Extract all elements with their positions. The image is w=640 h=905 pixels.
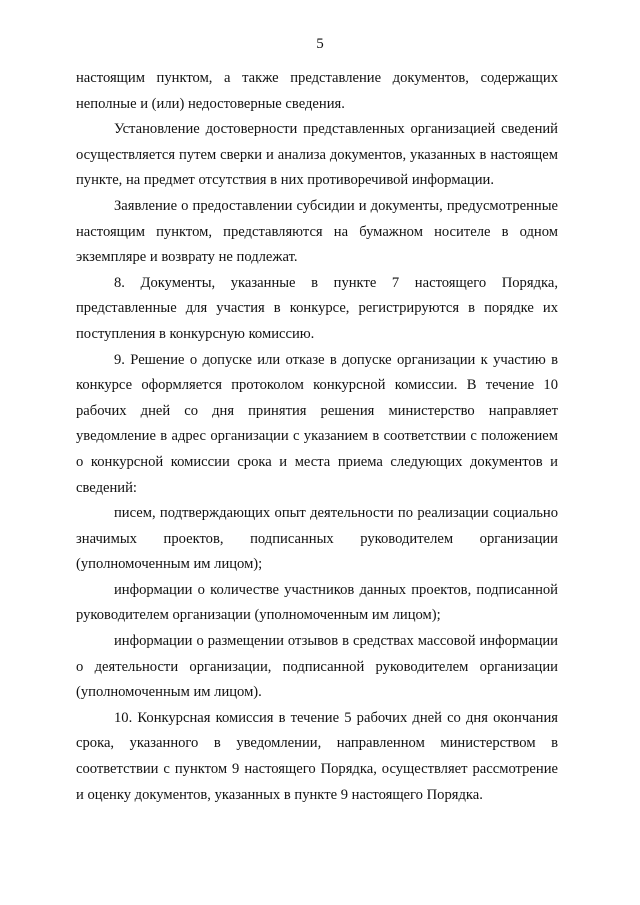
paragraph-item-9: 9. Решение о допуске или отказе в допуске организации к участию в конкурсе оформляется протоколом конкурсной комиссии. В течение 10 рабочих дней со дня принятия решения министерство направляет уведомление в адрес организации с указанием в соответствии с положением о конкурсной комиссии срока и места приема следующих документов и сведений: [76,351,558,496]
paragraph-media-info: информации о размещении отзывов в средствах массовой информации о деятельности организации, подписанной руководителем организации (уполномоченным им лицом). [76,633,558,701]
paragraph-participants-info: информации о количестве участников данных проектов, подписанной руководителем организации (уполномоченным им лицом); [76,581,558,624]
paragraph-continuation: настоящим пунктом, а также представление документов, содержащих неполные и (или) недостоверные сведения. [76,70,558,112]
paragraph-verification: Установление достоверности представленных организацией сведений осуществляется путем сверки и анализа документов, указанных в настоящем пункте, на предмет отсутствия в них противоречивой информации. [76,121,558,189]
paragraph-application: Заявление о предоставлении субсидии и документы, предусмотренные настоящим пунктом, представляются на бумажном носителе в одном экземпляре и возврату не подлежат. [76,197,558,266]
paragraph-item-8: 8. Документы, указанные в пункте 7 настоящего Порядка, представленные для участия в конкурсе, регистрируются в порядке их поступления в конкурсную комиссию. [76,274,558,342]
page-number: 5 [316,36,324,52]
paragraph-item-10: 10. Конкурсная комиссия в течение 5 рабочих дней со дня окончания срока, указанного в уведомлении, направленном министерством в соответствии с пунктом 9 настоящего Порядка, осуществляет рассмотрение и оценку документов, указанных в пункте 9 настоящего Порядка. [76,709,558,803]
document-body [76,66,558,808]
paragraph-letters: писем, подтверждающих опыт деятельности по реализации социально значимых проектов, подписанных руководителем организации (уполномоченным им лицом); [76,505,558,573]
